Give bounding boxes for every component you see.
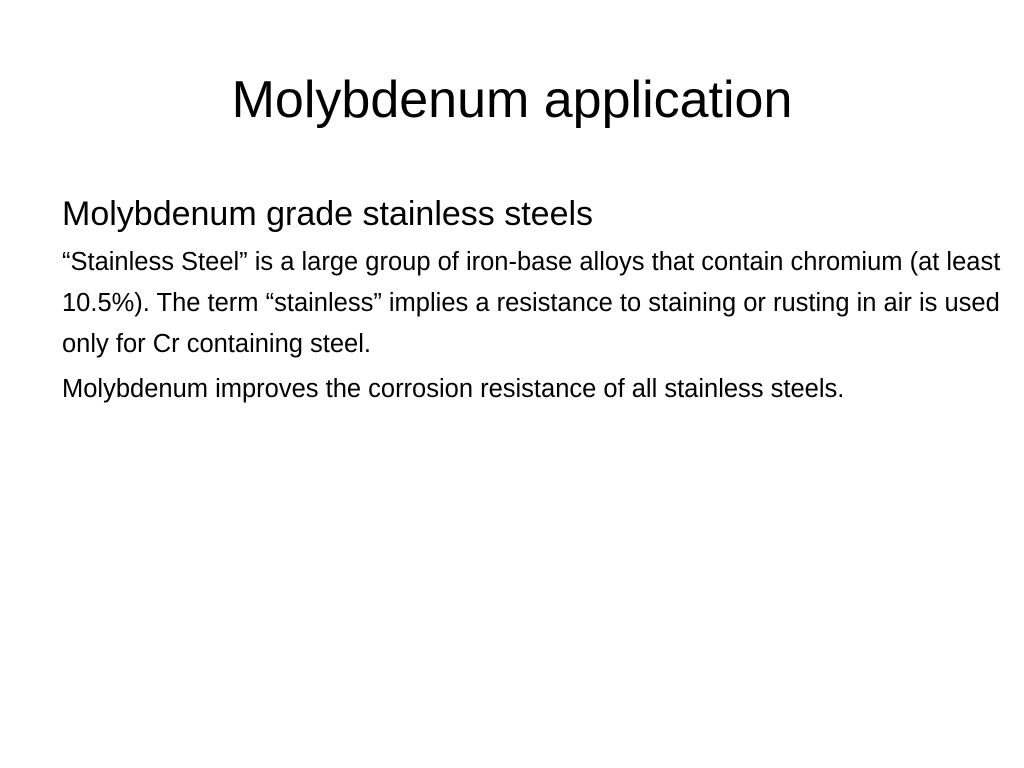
body-paragraph-molybdenum-effect: Molybdenum improves the corrosion resistance of all stainless steels.	[62, 375, 845, 403]
slide-title: Molybdenum application	[231, 71, 793, 129]
body-paragraph-stainless-definition: “Stainless Steel” is a large group of iron-base alloys that contain chromium (at least 10.5%). The term “stainless” implies a resistance to staining or rusting in air is used only for Cr containing steel.	[62, 248, 1001, 358]
slide-subheading: Molybdenum grade stainless steels	[62, 195, 594, 233]
slide-content	[62, 192, 1007, 414]
